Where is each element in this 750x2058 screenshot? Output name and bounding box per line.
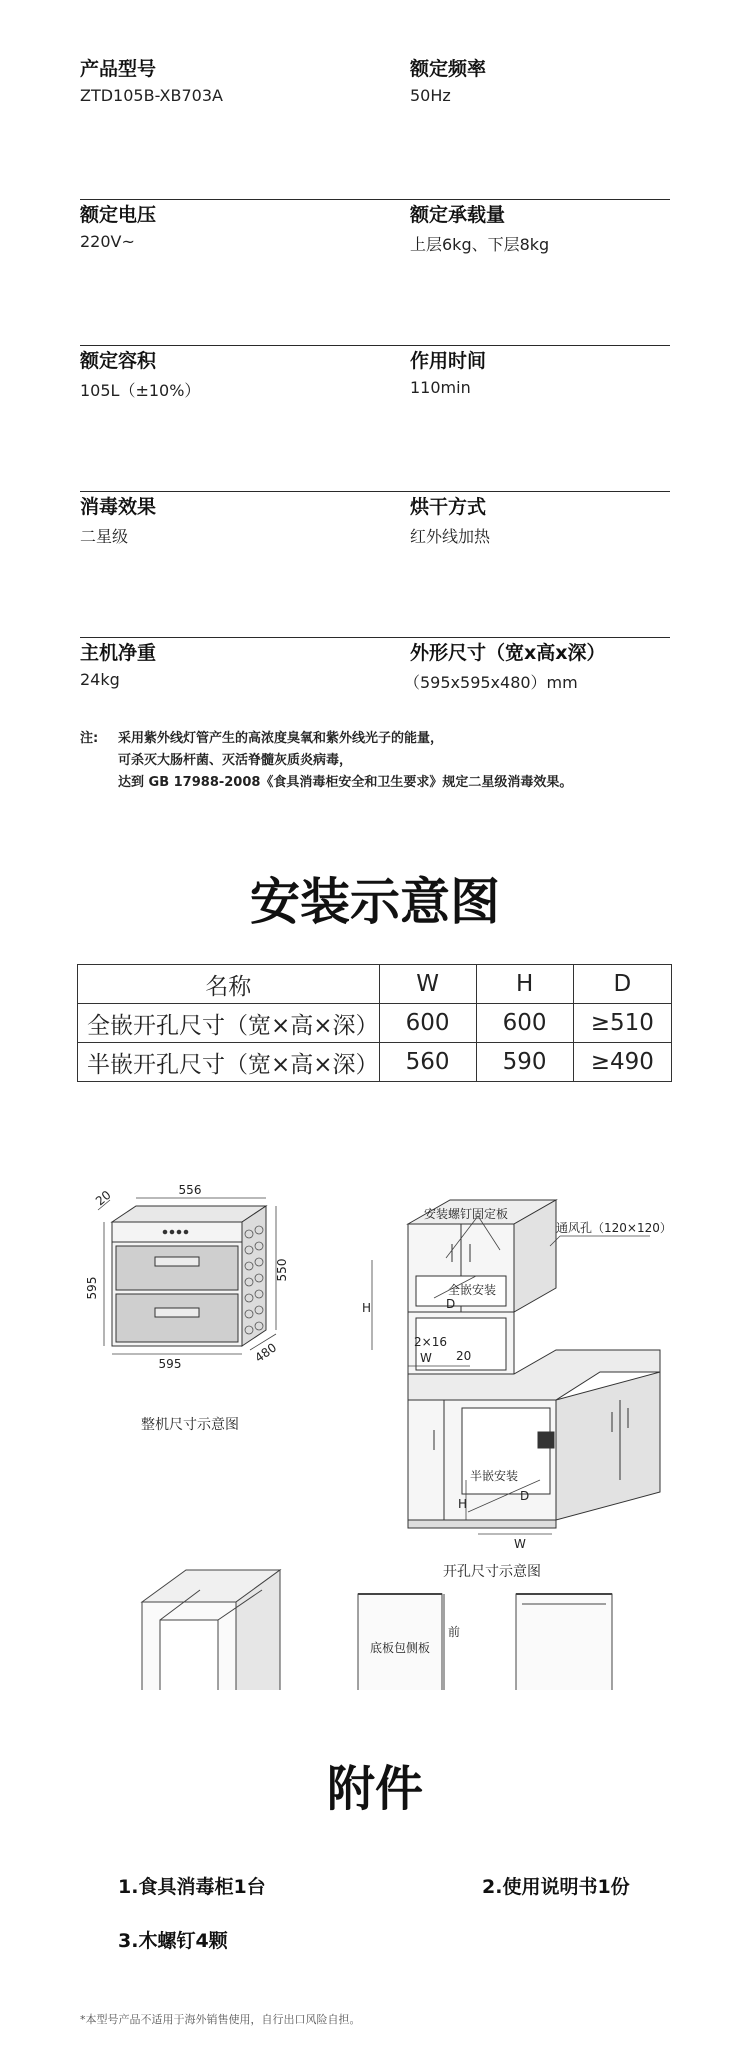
spec-row-3 — [80, 346, 670, 492]
note-key: 注: — [80, 731, 99, 746]
label-2x16: 2×16 — [414, 1335, 447, 1349]
spec-label: 额定承载量 — [410, 204, 506, 226]
accessory-item-1: 1.食具消毒柜1台 — [118, 1876, 266, 1898]
table-header-w: W — [379, 965, 476, 1004]
accessory-item-2: 2.使用说明书1份 — [482, 1876, 630, 1898]
label-20: 20 — [456, 1349, 472, 1363]
table-row — [78, 1043, 672, 1082]
spec-label: 外形尺寸（宽x高x深） — [410, 642, 606, 664]
spec-row-2 — [80, 200, 670, 346]
spec-value: 220V~ — [80, 232, 135, 251]
spec-row-1 — [80, 54, 670, 200]
install-diagrams — [0, 1150, 750, 1690]
label-h-full: H — [362, 1301, 372, 1315]
table-cell: ≥490 — [573, 1043, 671, 1082]
caption-machine: 整机尺寸示意图 — [141, 1417, 239, 1433]
label-w-full: W — [420, 1351, 432, 1365]
spec-label: 作用时间 — [410, 350, 487, 372]
label-half-embed: 半嵌安装 — [470, 1469, 519, 1483]
spec-value: 24kg — [80, 670, 120, 689]
dim-550: 550 — [275, 1258, 289, 1282]
note-line: 采用紫外线灯管产生的高浓度臭氧和紫外线光子的能量， — [118, 731, 444, 746]
cabinet-drawing — [408, 1200, 660, 1528]
table-header-h: H — [476, 965, 573, 1004]
label-bottom-panel: 底板包侧板 — [369, 1641, 431, 1655]
front-view-drawing — [516, 1594, 612, 1690]
spec-label: 产品型号 — [80, 58, 157, 80]
spec-label: 主机净重 — [80, 642, 157, 664]
spec-label: 额定容积 — [80, 350, 157, 372]
spec-value: 50Hz — [410, 86, 451, 105]
spec-label: 消毒效果 — [80, 496, 157, 518]
spec-value: 105L（±10%） — [80, 381, 201, 400]
note-line: 可杀灭大肠杆菌、灭活脊髓灰质炎病毒， — [118, 753, 353, 768]
label-screw-plate: 安装螺钉固定板 — [424, 1207, 509, 1221]
label-vent-hole: 通风孔（120×120） — [556, 1221, 672, 1235]
table-header-d: D — [573, 965, 671, 1004]
spec-value: 二星级 — [80, 527, 129, 546]
table-header-row — [78, 965, 672, 1004]
label-front: 前 — [448, 1625, 461, 1639]
dim-480: 480 — [252, 1340, 280, 1366]
accessories-title: 附件 — [326, 1761, 423, 1817]
table-cell: 600 — [476, 1004, 573, 1043]
label-d-full: D — [446, 1297, 456, 1311]
table-cell: 600 — [379, 1004, 476, 1043]
table-row — [78, 1004, 672, 1043]
table-cell: 590 — [476, 1043, 573, 1082]
dim-595-width: 595 — [158, 1357, 182, 1371]
table-cell: 全嵌开孔尺寸（宽×高×深） — [78, 1004, 380, 1043]
accessory-item-3: 3.木螺钉4颗 — [118, 1930, 228, 1952]
spec-label: 额定电压 — [80, 204, 157, 226]
open-cabinet-drawing — [142, 1570, 280, 1690]
spec-value: 红外线加热 — [410, 527, 491, 546]
machine-drawing — [112, 1206, 266, 1346]
dim-20: 20 — [92, 1187, 114, 1209]
spec-value: （595x595x480）mm — [404, 673, 578, 692]
label-h-half: H — [458, 1497, 468, 1511]
caption-cutout: 开孔尺寸示意图 — [443, 1564, 541, 1580]
install-size-table — [77, 964, 672, 1082]
spec-label: 烘干方式 — [410, 496, 487, 518]
table-cell: 560 — [379, 1043, 476, 1082]
spec-label: 额定频率 — [410, 58, 487, 80]
note-line: 达到 GB 17988-2008《食具消毒柜安全和卫生要求》规定二星级消毒效果。 — [118, 775, 573, 790]
spec-value: 110min — [410, 378, 471, 397]
table-cell: ≥510 — [573, 1004, 671, 1043]
label-w-half: W — [514, 1537, 526, 1551]
spec-row-4 — [80, 492, 670, 638]
dim-556: 556 — [178, 1183, 202, 1197]
table-cell: 半嵌开孔尺寸（宽×高×深） — [78, 1043, 380, 1082]
spec-value: ZTD105B-XB703A — [80, 86, 223, 105]
export-footnote: *本型号产品不适用于海外销售使用，自行出口风险自担。 — [80, 2013, 361, 2026]
spec-value: 上层6kg、下层8kg — [410, 235, 550, 254]
note-lines — [118, 728, 572, 794]
label-d-half: D — [520, 1489, 530, 1503]
install-title: 安装示意图 — [250, 873, 500, 931]
dim-595-height: 595 — [85, 1276, 99, 1300]
label-full-embed: 全嵌安装 — [448, 1283, 497, 1297]
table-header-name: 名称 — [78, 965, 380, 1004]
